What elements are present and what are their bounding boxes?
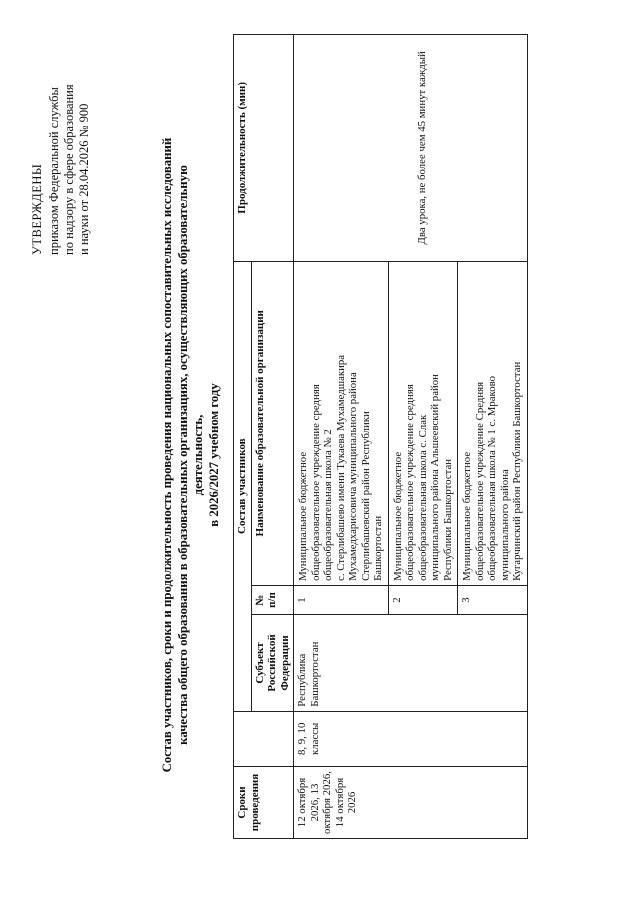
row-number: 1 — [294, 585, 389, 614]
header-subject: Субъект Российской Федерации — [251, 615, 294, 712]
duration-cell — [294, 35, 528, 262]
document-title — [160, 135, 222, 775]
classes-cell: 8, 9, 10 классы — [294, 711, 528, 766]
approval-stamp — [30, 15, 92, 255]
participants-table — [233, 34, 528, 839]
org-line: Кугарчинский район Республики Башкортостан — [511, 361, 523, 581]
org-name-cell — [294, 261, 389, 585]
header-participants: Состав участников — [234, 261, 252, 711]
subject-cell: Республика Башкортостан — [294, 615, 528, 712]
header-classes — [234, 711, 294, 766]
org-line: общеобразовательное учреждение средняя — [404, 384, 416, 581]
org-line: муниципального района Альшеевский район — [429, 374, 441, 581]
approval-line: приказом Федеральной службы — [47, 87, 61, 255]
org-name-cell — [388, 261, 458, 585]
dates-cell: 12 октября 2026, 13 октября 2026, 14 октября 2026 — [294, 766, 528, 838]
approval-line: и науки от 28.04.2026 № 900 — [77, 103, 91, 255]
header-number: № п/п — [251, 585, 294, 614]
header-org-name: Наименование образовательной организации — [251, 261, 294, 585]
table-row — [294, 35, 389, 839]
row-number: 3 — [458, 585, 528, 614]
org-line: общеобразовательное учреждение Средняя — [473, 381, 486, 581]
org-line: с. Стерлибашево имени Тукаева Мухамедшакира — [334, 354, 347, 581]
org-line: муниципального района — [498, 469, 511, 581]
title-line: качества общего образования в образовательных организациях, осуществляющих образовательную деятельность, — [175, 165, 205, 745]
org-name-cell — [458, 261, 528, 585]
title-line: в 2026/2027 учебном году — [206, 383, 221, 527]
org-line: Республики Башкортостан — [441, 458, 454, 581]
approval-line: по надзору в сфере образования — [62, 84, 76, 255]
org-line: общеобразовательная школа с. Слак — [416, 414, 429, 581]
row-number: 2 — [388, 585, 458, 614]
org-line: Муниципальное бюджетное — [461, 451, 473, 581]
header-dates: Сроки проведения — [234, 766, 294, 838]
org-line: Башкортостан — [372, 515, 384, 581]
org-line: общеобразовательная школа № 2 — [322, 429, 334, 581]
approval-heading: УТВЕРЖДЕНЫ — [30, 163, 44, 255]
org-line: Стерлибашевский район Республики — [359, 411, 372, 581]
org-line: Муниципальное бюджетное — [391, 451, 404, 581]
org-line: общеобразовательное учреждение средняя — [309, 384, 322, 581]
org-line: общеобразовательная школа № 1 с. Мраково — [486, 375, 498, 581]
table-header-row — [234, 35, 252, 839]
org-line: Мухамедхарисовича муниципального района — [347, 372, 359, 581]
title-line: Состав участников, сроки и продолжительность проведения национальных сопоставительных исследований — [160, 137, 174, 773]
org-line: Муниципальное бюджетное — [297, 451, 309, 581]
header-duration: Продолжительность (мин) — [234, 35, 294, 262]
duration-text: Два урока, не более чем 45 минут каждый — [416, 51, 428, 245]
